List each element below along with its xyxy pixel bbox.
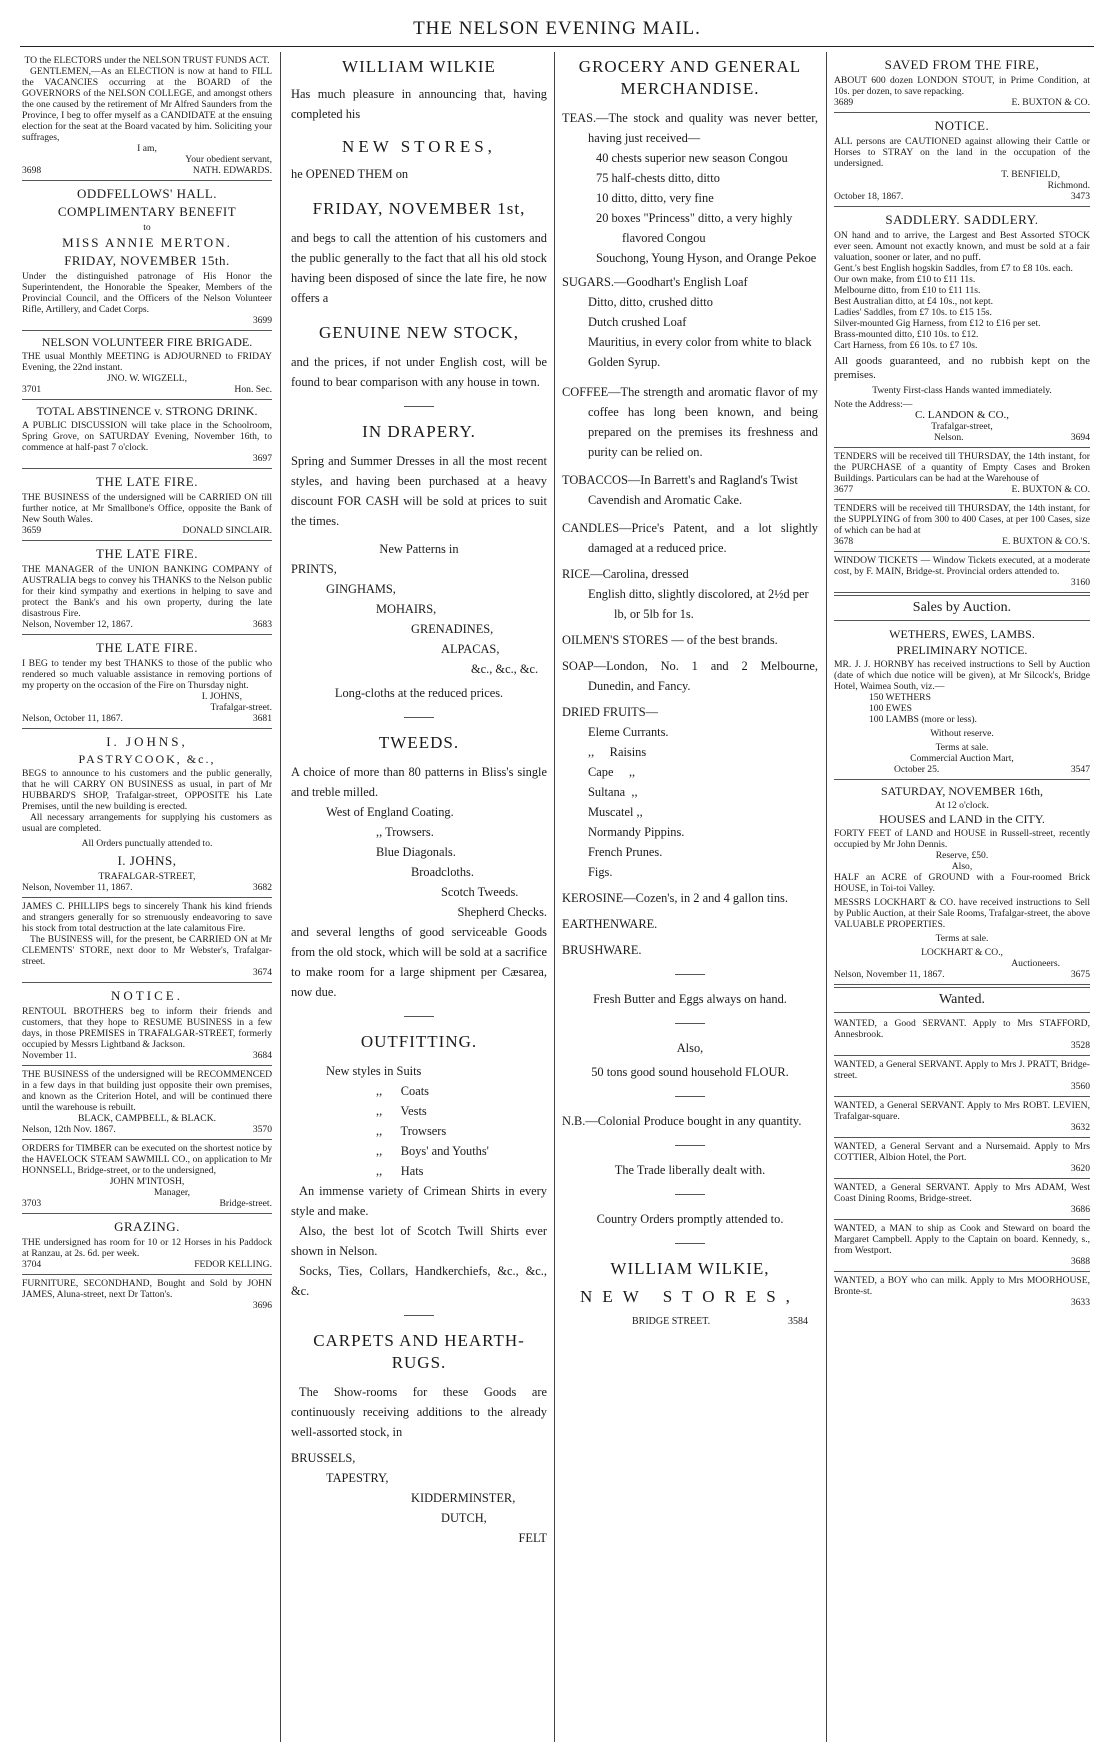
advertisement <box>834 52 1090 113</box>
list-item: FELT <box>518 1531 547 1545</box>
column-3 <box>562 52 818 1742</box>
advertisement <box>22 1214 272 1275</box>
list-item: 75 half-chests ditto, ditto <box>596 171 720 185</box>
ad-title: COMPLIMENTARY BENEFIT <box>57 204 237 219</box>
list-item: Gent.'s best English hogskin Saddles, from £7 to £8 10s. each. <box>834 263 1073 274</box>
ad-body: A choice of more than 80 patterns in Bliss's single and treble milled. <box>291 765 547 799</box>
ad-text: Nelson. <box>934 432 964 443</box>
divider <box>675 1194 705 1195</box>
ad-ref-number: 3698 <box>22 165 42 176</box>
list-item: GRENADINES, <box>411 622 494 636</box>
ad-title: NOTICE. <box>111 988 183 1003</box>
list-item: Figs. <box>588 865 613 879</box>
ad-date: Nelson, November 11, 1867. <box>22 882 133 893</box>
ad-heading: IN DRAPERY. <box>362 422 476 441</box>
advertisement <box>834 1272 1090 1312</box>
ad-title: MISS ANNIE MERTON. <box>62 235 232 250</box>
list-item: Our own make, from £10 to £11 11s. <box>834 274 976 285</box>
advertisement <box>834 1056 1090 1097</box>
ad-body: ORDERS for TIMBER can be executed on the shortest notice by the HAVELOCK STEAM SAWMILL CO., on application to Mr HONNSELL, Bridge-street, or to the undersigned, <box>22 1143 272 1176</box>
ad-signature: NATH. EDWARDS. <box>192 165 272 176</box>
list-item: Cavendish and Aromatic Cake. <box>588 493 743 507</box>
list-item: Brass-mounted ditto, £10 10s. to £12. <box>834 329 979 340</box>
ad-ref-number: 3528 <box>1070 1040 1090 1051</box>
ad-body: ON hand and to arrive, the Largest and Best Assorted STOCK ever seen. Amount not exactly known, and must be sold at a fair valuation, sooner or later, and no puff. <box>834 230 1090 263</box>
ad-signature: E. BUXTON & CO.'S. <box>1002 536 1090 547</box>
list-item: MOHAIRS, <box>376 602 437 616</box>
ad-ref-number: 3697 <box>252 453 272 464</box>
list-item: 100 LAMBS (more or less). <box>869 714 977 725</box>
list-item: Best Australian ditto, at £4 10s., not kept. <box>834 296 994 307</box>
advertisement <box>834 1097 1090 1138</box>
column-rule <box>554 52 555 1742</box>
advertisement <box>22 898 272 983</box>
list-item: ,, Coats <box>376 1084 430 1098</box>
ad-signature: FEDOR KELLING. <box>194 1259 272 1270</box>
ad-title: TO the ELECTORS under the NELSON TRUST FUNDS ACT. <box>24 55 270 66</box>
ad-text: Long-cloths at the reduced prices. <box>334 686 504 700</box>
ad-body: THE usual Monthly MEETING is ADJOURNED to FRIDAY Evening, the 22nd instant. <box>22 351 272 373</box>
ad-ref-number: 3547 <box>1070 764 1090 775</box>
advertisement <box>22 635 272 729</box>
ad-signature: NEW STORES, <box>580 1287 800 1306</box>
ad-body: An immense variety of Crimean Shirts in every style and make. <box>291 1184 547 1218</box>
ad-heading: TWEEDS. <box>378 733 460 752</box>
list-item: DUTCH, <box>441 1511 487 1525</box>
ad-date: Nelson, November 12, 1867. <box>22 619 133 630</box>
list-item: Shepherd Checks. <box>457 905 547 919</box>
ad-title: SADDLERY. SADDLERY. <box>885 212 1039 227</box>
ad-signature: C. LANDON & CO., <box>914 409 1010 421</box>
list-item: Silver-mounted Gig Harness, from £12 to £16 per set. <box>834 318 1041 329</box>
ad-title: HOUSES and LAND in the CITY. <box>879 812 1045 826</box>
ad-body: RICE—Carolina, dressed <box>562 567 689 581</box>
list-item: Mauritius, in every color from white to black <box>588 335 812 349</box>
list-item: Blue Diagonals. <box>376 845 456 859</box>
ad-signature: I. JOHNS, <box>201 691 242 702</box>
ad-text: Terms at sale. <box>935 933 989 944</box>
ad-text: Without reserve. <box>930 728 994 739</box>
ad-text: Also, <box>676 1041 704 1055</box>
ad-body: MESSRS LOCKHART & CO. have received instructions to Sell by Public Auction, at their Sale Rooms, Trafalgar-street, the above VALUABLE PROPERTIES. <box>834 897 1090 930</box>
ad-body: WANTED, a General SERVANT. Apply to Mrs ADAM, West Coast Dining Rooms, Bridge-street. <box>834 1182 1090 1204</box>
ad-body: WANTED, a BOY who can milk. Apply to Mrs MOORHOUSE, Bronte-st. <box>834 1275 1090 1297</box>
list-item: Ditto, ditto, crushed ditto <box>588 295 713 309</box>
ad-body: THE MANAGER of the UNION BANKING COMPANY of AUSTRALIA begs to convey his THANKS to the Nelson public for their kind sympathy and exertions in helping to save and protect the Bank's and his own property, during the late disastrous Fire. <box>22 564 272 619</box>
ad-text: Your obedient servant, <box>185 154 272 165</box>
ad-ref-number: 3633 <box>1070 1297 1090 1308</box>
list-item: KIDDERMINSTER, <box>411 1491 516 1505</box>
list-item: BRUSSELS, <box>291 1451 356 1465</box>
ad-ref-number: 3674 <box>252 967 272 978</box>
list-item: Melbourne ditto, from £10 to £11 11s. <box>834 285 981 296</box>
ad-text: I am, <box>137 143 157 154</box>
ad-date: Nelson, October 11, 1867. <box>22 713 123 724</box>
masthead: THE NELSON EVENING MAIL. <box>413 18 701 39</box>
ad-body: COFFEE—The strength and aromatic flavor of my coffee has long been known, and being prepared on the premises its freshness and purity can be relied on. <box>562 385 818 459</box>
ad-body: TENDERS will be received till THURSDAY, the 14th instant, for the PURCHASE of a quantity of Empty Cases and Broken Buildings. Particulars can be had at the Warehouse of <box>834 451 1090 484</box>
ad-ref-number: 3694 <box>1070 432 1090 443</box>
ad-text: Trafalgar-street. <box>210 702 272 713</box>
list-item: PRINTS, <box>291 562 337 576</box>
advertisement <box>834 552 1090 593</box>
ad-body: OILMEN'S STORES — of the best brands. <box>562 633 778 647</box>
ad-text: At 12 o'clock. <box>935 800 989 811</box>
ad-body: All necessary arrangements for supplying his customers as usual are completed. <box>22 812 272 834</box>
ad-title: THE LATE FIRE. <box>96 546 198 561</box>
ad-heading: FRIDAY, NOVEMBER 1st, <box>312 199 526 218</box>
advertisement <box>834 500 1090 552</box>
ad-body: N.B.—Colonial Produce bought in any quantity. <box>562 1114 802 1128</box>
list-item: ,, Trowsers <box>376 1124 447 1138</box>
advertisement <box>834 623 1090 780</box>
list-item: 20 boxes "Princess" ditto, a very highly flavored Congou <box>596 211 793 245</box>
ad-ref-number: 3703 <box>22 1198 42 1209</box>
list-item: Broadcloths. <box>411 865 474 879</box>
masthead-rule <box>20 46 1094 47</box>
advertisement <box>834 780 1090 985</box>
ad-body: TENDERS will be received till THURSDAY, the 14th instant, for the SUPPLYING of from 300 to 400 Cases, at per 100 Cases, size of which can be had at <box>834 503 1090 536</box>
ad-signature: I. JOHNS, <box>117 853 177 868</box>
ad-ref-number: 3684 <box>252 1050 272 1061</box>
ad-ref-number: 3584 <box>788 1316 808 1327</box>
divider <box>675 974 705 975</box>
ad-body: WANTED, a Good SERVANT. Apply to Mrs STAFFORD, Annesbrook. <box>834 1018 1090 1040</box>
list-item: West of England Coating. <box>326 805 454 819</box>
ad-title: THE LATE FIRE. <box>96 640 198 655</box>
ad-ref-number: 3560 <box>1070 1081 1090 1092</box>
ad-ref-number: 3681 <box>252 713 272 724</box>
ad-title: NOTICE. <box>934 118 990 133</box>
ad-body: EARTHENWARE. <box>562 917 658 931</box>
ad-body: CANDLES—Price's Patent, and a lot slightly damaged at a reduced price. <box>562 521 818 555</box>
advertisement <box>834 1015 1090 1056</box>
ad-title: NELSON VOLUNTEER FIRE BRIGADE. <box>41 335 253 349</box>
ad-body: he OPENED THEM on <box>291 167 409 181</box>
ad-body: JAMES C. PHILLIPS begs to sincerely Thank his kind friends and strangers generally for so strenuously endeavoring to save his stock from total destruction at the late calamitous Fire. <box>22 901 272 934</box>
ad-ref-number: 3677 <box>834 484 854 495</box>
ad-body: Under the distinguished patronage of His Honor the Superintendent, the Honorable the Speaker, Members of the Provincial Council, and the Officers of the Nelson Volunteer Rifle, Artillery, and Cadet Corps. <box>22 271 272 315</box>
ad-body: RENTOUL BROTHERS beg to inform their friends and customers, that they hope to RESUME BUSINESS in a few days, in those PREMISES in TRAFALGAR-STREET, formerly occupied by Messrs Lightband & Jackson. <box>22 1006 272 1050</box>
advertisement <box>22 541 272 635</box>
advertisement <box>834 1220 1090 1272</box>
ad-text: Hon. Sec. <box>234 384 272 395</box>
list-item: Cart Harness, from £6 10s. to £7 10s. <box>834 340 978 351</box>
ad-body: Socks, Ties, Collars, Handkerchiefs, &c., &c., &c. <box>291 1264 547 1298</box>
ad-text: Commercial Auction Mart, <box>910 753 1014 764</box>
ad-text: 50 tons good sound household FLOUR. <box>591 1065 789 1079</box>
ad-text: The Trade liberally dealt with. <box>614 1163 766 1177</box>
ad-body: Also, the best lot of Scotch Twill Shirts ever shown in Nelson. <box>291 1224 547 1258</box>
ad-text: Also, <box>951 861 973 872</box>
column-1 <box>22 52 272 1742</box>
column-4 <box>834 52 1090 1742</box>
ad-date: October 18, 1867. <box>834 191 904 202</box>
ad-ref-number: 3659 <box>22 525 42 536</box>
ad-text: All Orders punctually attended to. <box>81 838 213 849</box>
ad-title: THE LATE FIRE. <box>96 474 198 489</box>
ad-body: ABOUT 600 dozen LONDON STOUT, in Prime Condition, at 10s. per dozen, to save repacking. <box>834 75 1090 97</box>
ad-signature: BLACK, CAMPBELL, & BLACK. <box>77 1113 217 1124</box>
ad-title: FRIDAY, NOVEMBER 15th. <box>64 253 230 268</box>
ad-body: THE undersigned has room for 10 or 12 Horses in his Paddock at Ranzau, at 2s. 6d. per week. <box>22 1237 272 1259</box>
list-item: Golden Syrup. <box>588 355 661 369</box>
ad-heading: OUTFITTING. <box>360 1032 478 1051</box>
advertisement <box>22 729 272 898</box>
list-item: English ditto, slightly discolored, at 2½d per lb, or 5lb for 1s. <box>588 587 809 621</box>
ad-body: BRUSHWARE. <box>562 943 642 957</box>
list-item: Ladies' Saddles, from £7 10s. to £15 15s. <box>834 307 992 318</box>
ad-body: WINDOW TICKETS — Window Tickets executed, at a moderate cost, by F. MAIN, Bridge-st. Provincial orders attended to. <box>834 555 1090 577</box>
ad-text: to <box>143 222 151 233</box>
divider <box>404 406 434 407</box>
ad-body: Spring and Summer Dresses in all the most recent styles, and having been purchased at a heavy discount FOR CASH will be sold at prices to suit the times. <box>291 454 547 528</box>
list-item: Muscatel ,, <box>588 805 643 819</box>
ad-signature: E. BUXTON & CO. <box>1011 97 1090 108</box>
divider <box>675 1145 705 1146</box>
ad-text: BRIDGE STREET. <box>632 1316 711 1327</box>
ad-signature: DONALD SINCLAIR. <box>182 525 272 536</box>
divider <box>675 1243 705 1244</box>
ad-heading: CARPETS AND HEARTH-RUGS. <box>313 1331 525 1372</box>
ad-text: Terms at sale. <box>935 742 989 753</box>
ad-signature: T. BENFIELD, <box>1001 169 1060 180</box>
ad-body: TEAS.—The stock and quality was never better, having just received— <box>562 111 818 145</box>
list-item: Scotch Tweeds. <box>441 885 519 899</box>
ad-body: THE BUSINESS of the undersigned will be CARRIED ON till further notice, at Mr Smallbone's Office, opposite the Bank of New South Wales. <box>22 492 272 525</box>
advertisement <box>22 181 272 331</box>
ad-signature: JNO. W. WIGZELL, <box>106 373 188 384</box>
ad-ref-number: 3686 <box>1070 1204 1090 1215</box>
ad-heading: WILLIAM WILKIE <box>342 57 496 76</box>
ad-body: WANTED, a General SERVANT. Apply to Mrs ROBT. LEVIEN, Trafalgar-square. <box>834 1100 1090 1122</box>
ad-ref-number: 3160 <box>1070 577 1090 588</box>
ad-body: I BEG to tender my best THANKS to those of the public who rendered so much valuable assistance in removing portions of my property on the occasion of the Fire on Thursday night. <box>22 658 272 691</box>
list-item: Eleme Currants. <box>588 725 669 739</box>
ad-body: The BUSINESS will, for the present, be CARRIED ON at Mr CLEMENTS' STORE, next door to Mr Webster's, Trafalgar-street. <box>22 934 272 967</box>
ad-body: BEGS to announce to his customers and the public generally, that he will CARRY ON BUSINESS as usual, in part of Mr HUBBARD'S SHOP, Trafalgar-street, OPPOSITE his Late Premises, until the new building is erected. <box>22 768 272 812</box>
ad-ref-number: 3683 <box>252 619 272 630</box>
list-item: ,, Raisins <box>588 745 647 759</box>
ad-body: and the prices, if not under English cost, will be found to bear comparison with any house in town. <box>291 355 547 389</box>
list-item: 150 WETHERS <box>869 692 931 703</box>
ad-body: WANTED, a General Servant and a Nursemaid. Apply to Mrs COTTIER, Albion Hotel, the Port. <box>834 1141 1090 1163</box>
list-item: Cape ,, <box>588 765 636 779</box>
column-2 <box>291 52 547 1742</box>
ad-ref-number: 3675 <box>1070 969 1090 980</box>
ad-title: TOTAL ABSTINENCE v. STRONG DRINK. <box>36 404 258 418</box>
list-item: ,, Vests <box>376 1104 427 1118</box>
advertisement <box>834 1179 1090 1220</box>
divider <box>675 1096 705 1097</box>
ad-text: Note the Address:— <box>834 399 913 410</box>
ad-ref-number: 3699 <box>252 315 272 326</box>
advertisement <box>22 1275 272 1315</box>
ad-ref-number: 3688 <box>1070 1256 1090 1267</box>
ad-ref-number: 3632 <box>1070 1122 1090 1133</box>
ad-text: Reserve, £50. <box>935 850 989 861</box>
advertisement <box>22 331 272 400</box>
list-item: &c., &c., &c. <box>471 662 539 676</box>
ad-body: and begs to call the attention of his customers and the public generally to the fact that all his old stock having been disposed of since the late fire, he now offers a <box>291 231 547 305</box>
ad-title: GRAZING. <box>114 1219 180 1234</box>
ad-body: The Show-rooms for these Goods are continuously receiving additions to the already well-assorted stock, in <box>291 1385 547 1439</box>
ad-text: Twenty First-class Hands wanted immediately. <box>872 385 1052 396</box>
ad-body: THE BUSINESS of the undersigned will be RECOMMENCED in a few days in that building just opposite their own premises, and known as the Criterion Hotel, and will be continued there until the warehouse is rebuilt. <box>22 1069 272 1113</box>
ad-body: and several lengths of good serviceable Goods from the old stock, which will be sold at a sacrifice to make room for a large shipment per Cæsarea, now due. <box>291 925 547 999</box>
ad-title: WETHERS, EWES, LAMBS. <box>889 627 1035 641</box>
ad-body: DRIED FRUITS— <box>562 705 659 719</box>
ad-body: HALF an ACRE of GROUND with a Four-roomed Brick HOUSE, in Toi-toi Valley. <box>834 872 1090 894</box>
ad-ref-number: 3620 <box>1070 1163 1090 1174</box>
ad-body: Has much pleasure in announcing that, having completed his <box>291 87 547 121</box>
ad-body: All goods guaranteed, and no rubbish kept on the premises. <box>834 355 1090 381</box>
ad-body: MR. J. J. HORNBY has received instructions to Sell by Auction (date of which due notice will be given), at Mr Silcock's, Bridge Hotel, Waimea South, viz.— <box>834 659 1090 692</box>
ad-body: ALL persons are CAUTIONED against allowing their Cattle or Horses to STRAY on the land in the occupation of the undersigned. <box>834 136 1090 169</box>
ad-date: October 25. <box>894 764 940 775</box>
ad-body: TOBACCOS—In Barrett's and Ragland's Twist <box>562 473 798 487</box>
advertisement <box>22 469 272 541</box>
ad-text: Country Orders promptly attended to. <box>596 1212 784 1226</box>
list-item: Souchong, Young Hyson, and Orange Pekoe <box>596 251 817 265</box>
divider <box>404 1016 434 1017</box>
section-heading: Sales by Auction. <box>834 595 1090 621</box>
advertisement <box>22 1140 272 1214</box>
list-item: New styles in Suits <box>326 1064 422 1078</box>
divider <box>675 1023 705 1024</box>
ad-text: TRAFALGAR-STREET, <box>98 871 196 882</box>
ad-signature: LOCKHART & CO., <box>921 947 1003 958</box>
ad-heading: GROCERY AND GENERAL MERCHANDISE. <box>578 57 802 98</box>
list-item: ,, Boys' and Youths' <box>376 1144 489 1158</box>
ad-text: Trafalgar-street, <box>931 421 993 432</box>
ad-body: WANTED, a General SERVANT. Apply to Mrs J. PRATT, Bridge-street. <box>834 1059 1090 1081</box>
list-item: TAPESTRY, <box>326 1471 389 1485</box>
advertisement <box>834 448 1090 500</box>
ad-body: SUGARS.—Goodhart's English Loaf <box>562 275 748 289</box>
ad-ref-number: 3689 <box>834 97 854 108</box>
advertisement <box>834 1138 1090 1179</box>
advertisement <box>22 1066 272 1140</box>
ad-ref-number: 3570 <box>252 1124 272 1135</box>
column-rule <box>280 52 281 1742</box>
ad-heading: GENUINE NEW STOCK, <box>318 323 520 342</box>
ad-signature: WILLIAM WILKIE, <box>610 1259 770 1278</box>
advertisement <box>22 983 272 1066</box>
ad-signature: E. BUXTON & CO. <box>1011 484 1090 495</box>
ad-title: I. JOHNS, <box>106 734 188 749</box>
advertisement <box>834 207 1090 448</box>
list-item: Normandy Pippins. <box>588 825 685 839</box>
list-item: Sultana ,, <box>588 785 638 799</box>
ad-title: ODDFELLOWS' HALL. <box>76 186 218 201</box>
advertisement <box>22 52 272 181</box>
divider <box>404 717 434 718</box>
list-item: ,, Trowsers. <box>376 825 434 839</box>
ad-date: November 11. <box>22 1050 77 1061</box>
ad-date: Nelson, 12th Nov. 1867. <box>22 1124 116 1135</box>
ad-title: SAVED FROM THE FIRE, <box>884 57 1040 72</box>
ad-date: Nelson, November 11, 1867. <box>834 969 945 980</box>
ad-ref-number: 3682 <box>252 882 272 893</box>
ad-title: PRELIMINARY NOTICE. <box>896 643 1028 657</box>
ad-body: GENTLEMEN,—As an ELECTION is now at hand to FILL the VACANCIES occurring at the BOARD of the GOVERNORS of the NELSON COLLEGE, and amongst others the one caused by the retirement of Mr Alfred Saunders from the Province, I beg to offer myself as a CANDIDATE at the ensuing election for the seat at the Board vacated by him. Soliciting your suffrages, <box>22 66 272 143</box>
ad-signature: JOHN M'INTOSH, <box>109 1176 185 1187</box>
ad-body: WANTED, a MAN to ship as Cook and Steward on board the Margaret Campbell. Apply to the Captain on board. Kennedy, s., from Westport. <box>834 1223 1090 1256</box>
section-heading: Wanted. <box>834 987 1090 1013</box>
ad-body: SOAP—London, No. 1 and 2 Melbourne, Dunedin, and Fancy. <box>562 659 818 693</box>
ad-heading: NEW STORES, <box>342 137 496 156</box>
list-item: French Prunes. <box>588 845 663 859</box>
ad-text: Bridge-street. <box>219 1198 272 1209</box>
ad-ref-number: 3473 <box>1070 191 1090 202</box>
advertisement <box>22 400 272 469</box>
ad-ref-number: 3678 <box>834 536 854 547</box>
list-item: ,, Hats <box>376 1164 424 1178</box>
ad-body: KEROSINE—Cozen's, in 2 and 4 gallon tins. <box>562 891 788 905</box>
ad-title: SATURDAY, NOVEMBER 16th, <box>880 784 1044 798</box>
divider <box>404 1315 434 1316</box>
ad-text: Richmond. <box>1047 180 1090 191</box>
ad-text: New Patterns in <box>379 542 459 556</box>
ad-ref-number: 3696 <box>252 1300 272 1311</box>
ad-ref-number: 3701 <box>22 384 42 395</box>
column-rule <box>826 52 827 1742</box>
list-item: 40 chests superior new season Congou <box>596 151 788 165</box>
list-item: GINGHAMS, <box>326 582 396 596</box>
ad-text: Auctioneers. <box>1011 958 1060 969</box>
ad-body: FURNITURE, SECONDHAND, Bought and Sold by JOHN JAMES, Aluna-street, next Dr Tatton's. <box>22 1278 272 1300</box>
ad-ref-number: 3704 <box>22 1259 42 1270</box>
ad-text: Manager, <box>153 1187 191 1198</box>
list-item: ALPACAS, <box>441 642 500 656</box>
list-item: 10 ditto, ditto, very fine <box>596 191 714 205</box>
ad-body: FORTY FEET of LAND and HOUSE in Russell-street, recently occupied by Mr John Dennis. <box>834 828 1090 850</box>
list-item: Dutch crushed Loaf <box>588 315 687 329</box>
ad-text: Fresh Butter and Eggs always on hand. <box>593 992 787 1006</box>
ad-body: A PUBLIC DISCUSSION will take place in the Schoolroom, Spring Grove, on SATURDAY Evening, November 16th, to commence at half-past 7 o'clock. <box>22 420 272 453</box>
list-item: 100 EWES <box>869 703 912 714</box>
ad-title: PASTRYCOOK, &c., <box>78 752 216 766</box>
advertisement <box>834 113 1090 207</box>
